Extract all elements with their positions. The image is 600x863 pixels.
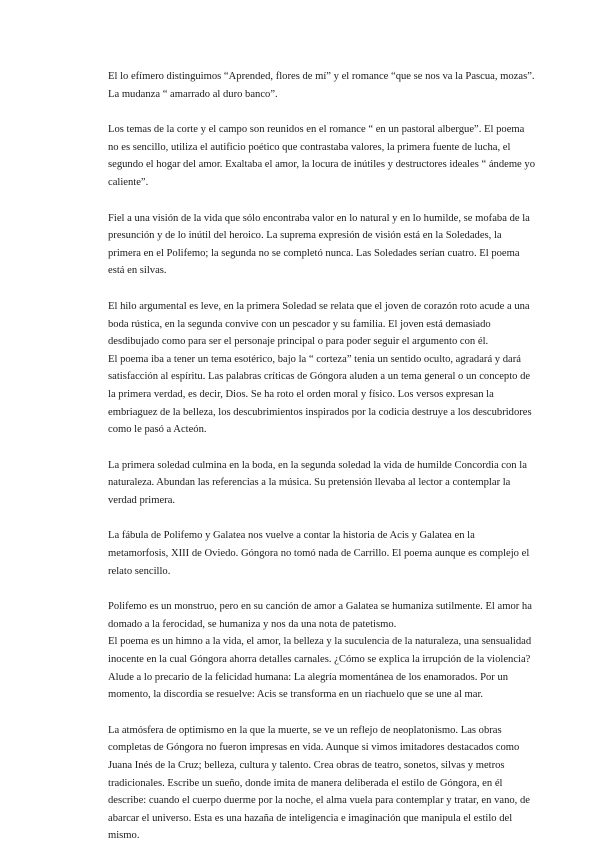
paragraph-6: La fábula de Polifemo y Galatea nos vuelve a contar la historia de Acis y Galatea en la metamorfosis, XIII de Oviedo. Góngora no tomó nada de Carrillo. El poema aunque es complejo el relato sencillo. <box>108 530 530 577</box>
paragraph-3: Fiel a una visión de la vida que sólo encontraba valor en lo natural y en lo humilde, se mofaba de la presunción y de lo inútil del heroico. La suprema expresión de visión está en la Soledades, la primera en el Polifemo; la segunda no se completó nunca. Las Soledades serían cuatro. El poema está en silvas. <box>108 212 530 277</box>
paragraph-4: El hilo argumental es leve, en la primera Soledad se relata que el joven de corazón roto acude a una boda rústica, en la segunda convive con un pescador y su familia. El joven está demasiado desdibujado como para ser el personaje principal o para poder seguir el argumento con él. El poema iba a tener un tema esotérico, bajo la “ corteza” tenia un sentido oculto, agradará y dará satisfacción al espíritu. Las palabras críticas de Góngora aluden a un tema general o un concepto de la primera verdad, es decir, Dios. Se ha roto el orden moral y físico. Los versos expresan la embriaguez de la belleza, los descubrimientos inspirados por la codicia destruye a los descubridores como le pasó a Acteón. <box>108 300 532 436</box>
paragraph-2: Los temas de la corte y el campo son reunidos en el romance “ en un pastoral albergue”. El poema no es sencillo, utiliza el autificio poético que contrastaba valores, la primera fuente de lucha, el segundo el hogar del amor. Exaltaba el amor, la locura de inútiles y destructores ideales “ ándeme yo caliente”. <box>108 124 535 188</box>
paragraph-1: El lo efímero distinguimos “Aprended, flores de mí” y el romance “que se nos va la Pascua, mozas”. La mudanza “ amarrado al duro banco”. <box>108 71 535 100</box>
document-body <box>108 68 536 863</box>
paragraph-7: Polifemo es un monstruo, pero en su canción de amor a Galatea se humaniza sutilmente. El amor ha domado a la ferocidad, se humaniza y nos da una nota de patetismo. El poema es un himno a la vida, el amor, la belleza y la suculencia de la naturaleza, una sensualidad inocente en la cual Góngora ahorra detalles carnales. ¿Cómo se explica la irrupción de la violencia? Alude a lo precario de la felicidad humana: La alegría momentánea de los enamorados. Por un momento, la discordia se resuelve: Acis se transforma en un riachuelo que se une al mar. <box>108 601 532 701</box>
paragraph-8: La atmósfera de optimismo en la que la muerte, se ve un reflejo de neoplatonismo. Las obras completas de Góngora no fueron impresas en vida. Aunque si vimos imitadores destacados como Juana Inés de la Cruz; belleza, cultura y talento. Crea obras de teatro, sonetos, silvas y metros tradicionales. Escribe un sueño, donde imita de manera deliberada el estilo de Góngora, en él describe: cuando el cuerpo duerme por la noche, el alma vuela para contemplar y tratar, en vano, de abarcar el universo. Esta es una hazaña de inteligencia e imaginación que manipula el estilo del mismo. <box>108 724 530 842</box>
paragraph-5: La primera soledad culmina en la boda, en la segunda soledad la vida de humilde Concordia con la naturaleza. Abundan las referencias a la música. Su pretensión llevaba al lector a contemplar la verdad primera. <box>108 459 527 506</box>
